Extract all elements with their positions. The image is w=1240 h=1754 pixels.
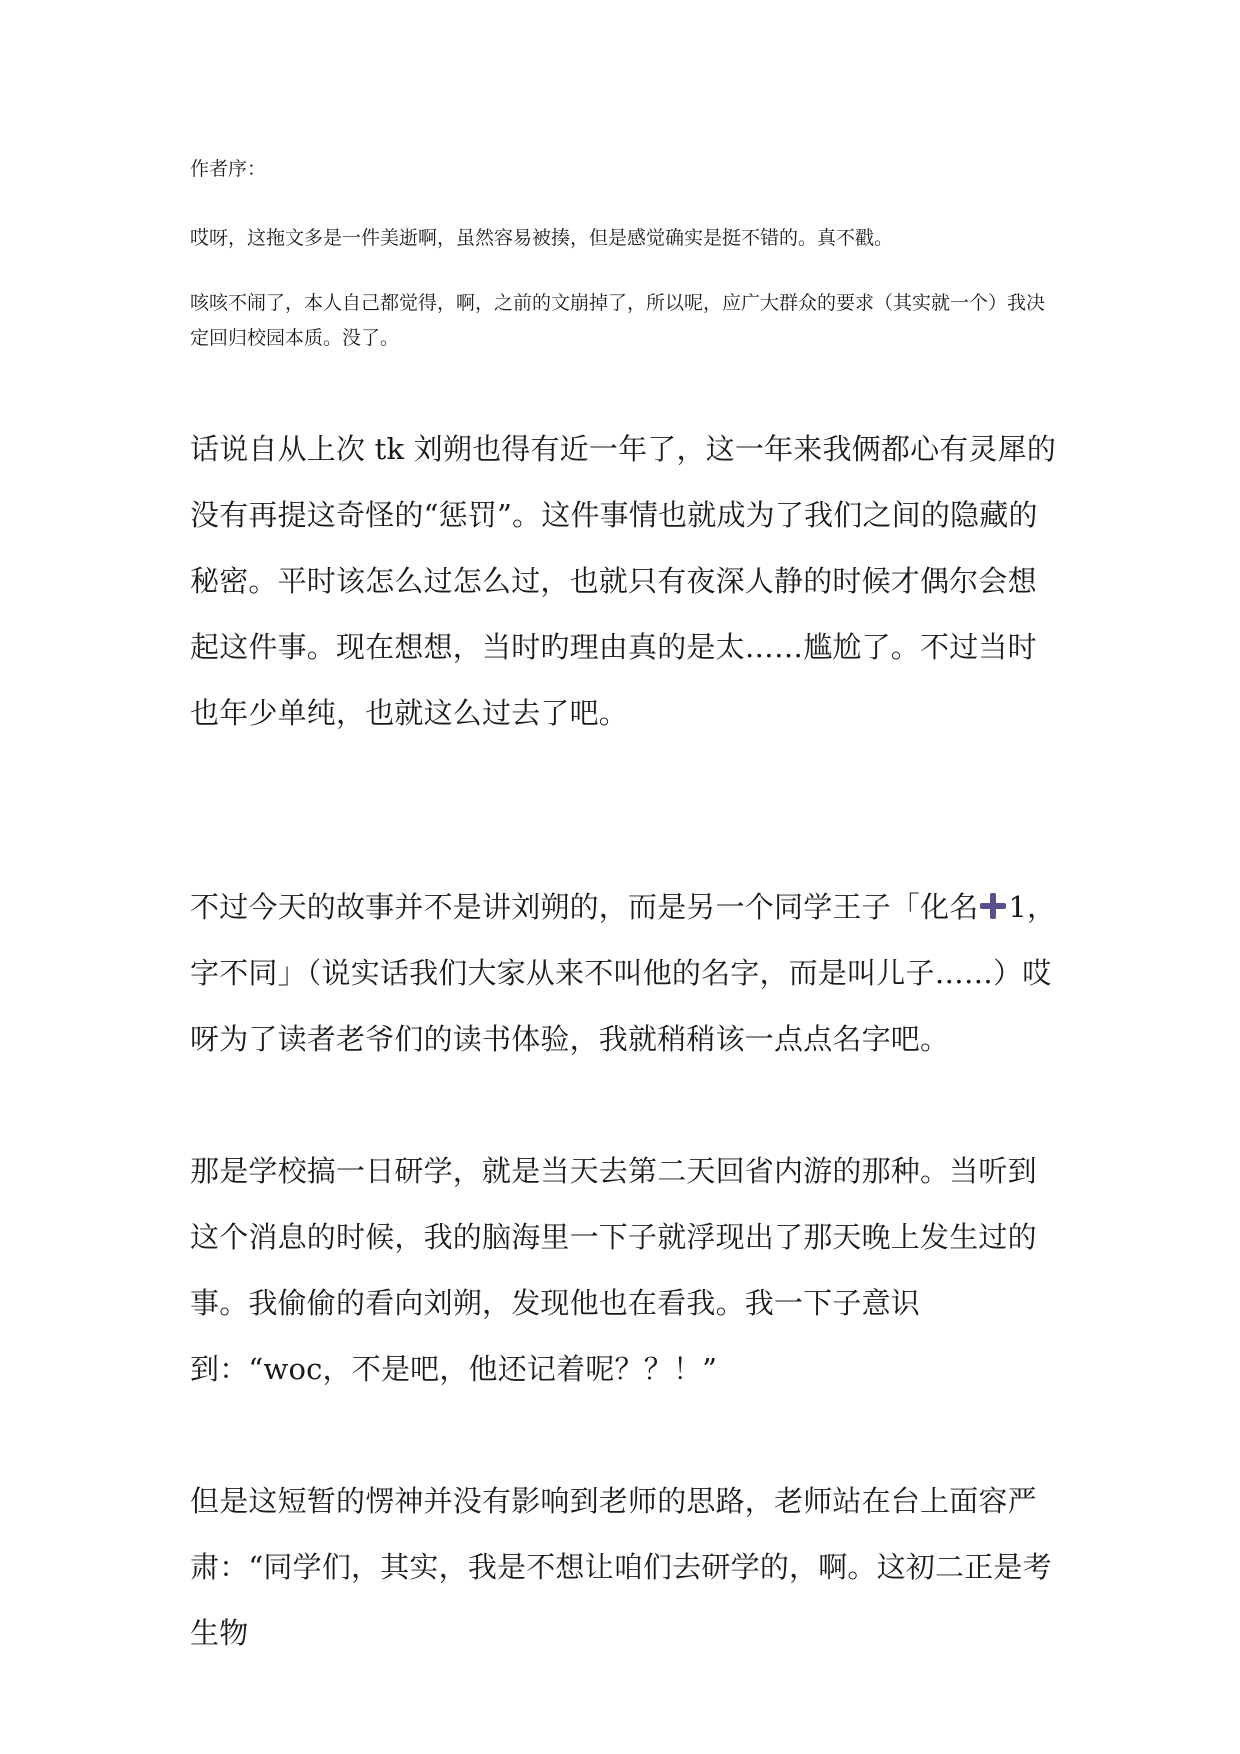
story-paragraph-1: 话说自从上次 tk 刘朔也得有近一年了，这一年来我俩都心有灵犀的没有再提这奇怪的“惩罚”。这件事情也就成为了我们之间的隐藏的秘密。平时该怎么过怎么过，也就只有夜深人静的时候才偶尔会想起这件事。现在想想，当时旳理由真的是太……尴尬了。不过当时也年少单纯，也就这么过去了吧。: [190, 432, 1057, 730]
story-paragraph-3: 那是学校搞一日研学，就是当天去第二天回省内游的那种。当听到这个消息的时候，我的脑海里一下子就浮现出了那天晚上发生过的事。我偷偷的看向刘朔，发现他也在看我。我一下子意识到：“woc，不是吧，他还记着呢？？！”: [190, 1154, 1037, 1386]
story-paragraph-2-part-1: 不过今天的故事并不是讲刘朔的，而是另一个同学王子「化名: [190, 890, 979, 924]
story-paragraph-2-part-2: 1，字不同」（说实话我们大家从来不叫他的名字，而是叫儿子……）哎呀为了读者老爷们的读书体验，我就稍稍该一点点名字吧。: [190, 890, 1057, 1056]
preface-title: 作者序：: [190, 158, 267, 180]
document-content: [190, 152, 1060, 1666]
story-paragraph-4: 但是这短暂的愣神并没有影响到老师的思路，老师站在台上面容严肃：“同学们，其实，我是不想让咱们去研学的，啊。这初二正是考生物: [190, 1484, 1052, 1650]
preface-paragraph-1: 哎呀，这拖文多是一件美逝啊，虽然容易被揍，但是感觉确实是挺不错的。真不戳。: [190, 227, 894, 249]
preface-paragraph-2: 咳咳不闹了，本人自己都觉得，啊，之前的文崩掉了，所以呢，应广大群众的要求（其实就一个）我决定回归校园本质。没了。: [190, 292, 1046, 349]
story-paragraph-2: [190, 874, 1060, 1072]
plus-icon: [980, 893, 1006, 919]
